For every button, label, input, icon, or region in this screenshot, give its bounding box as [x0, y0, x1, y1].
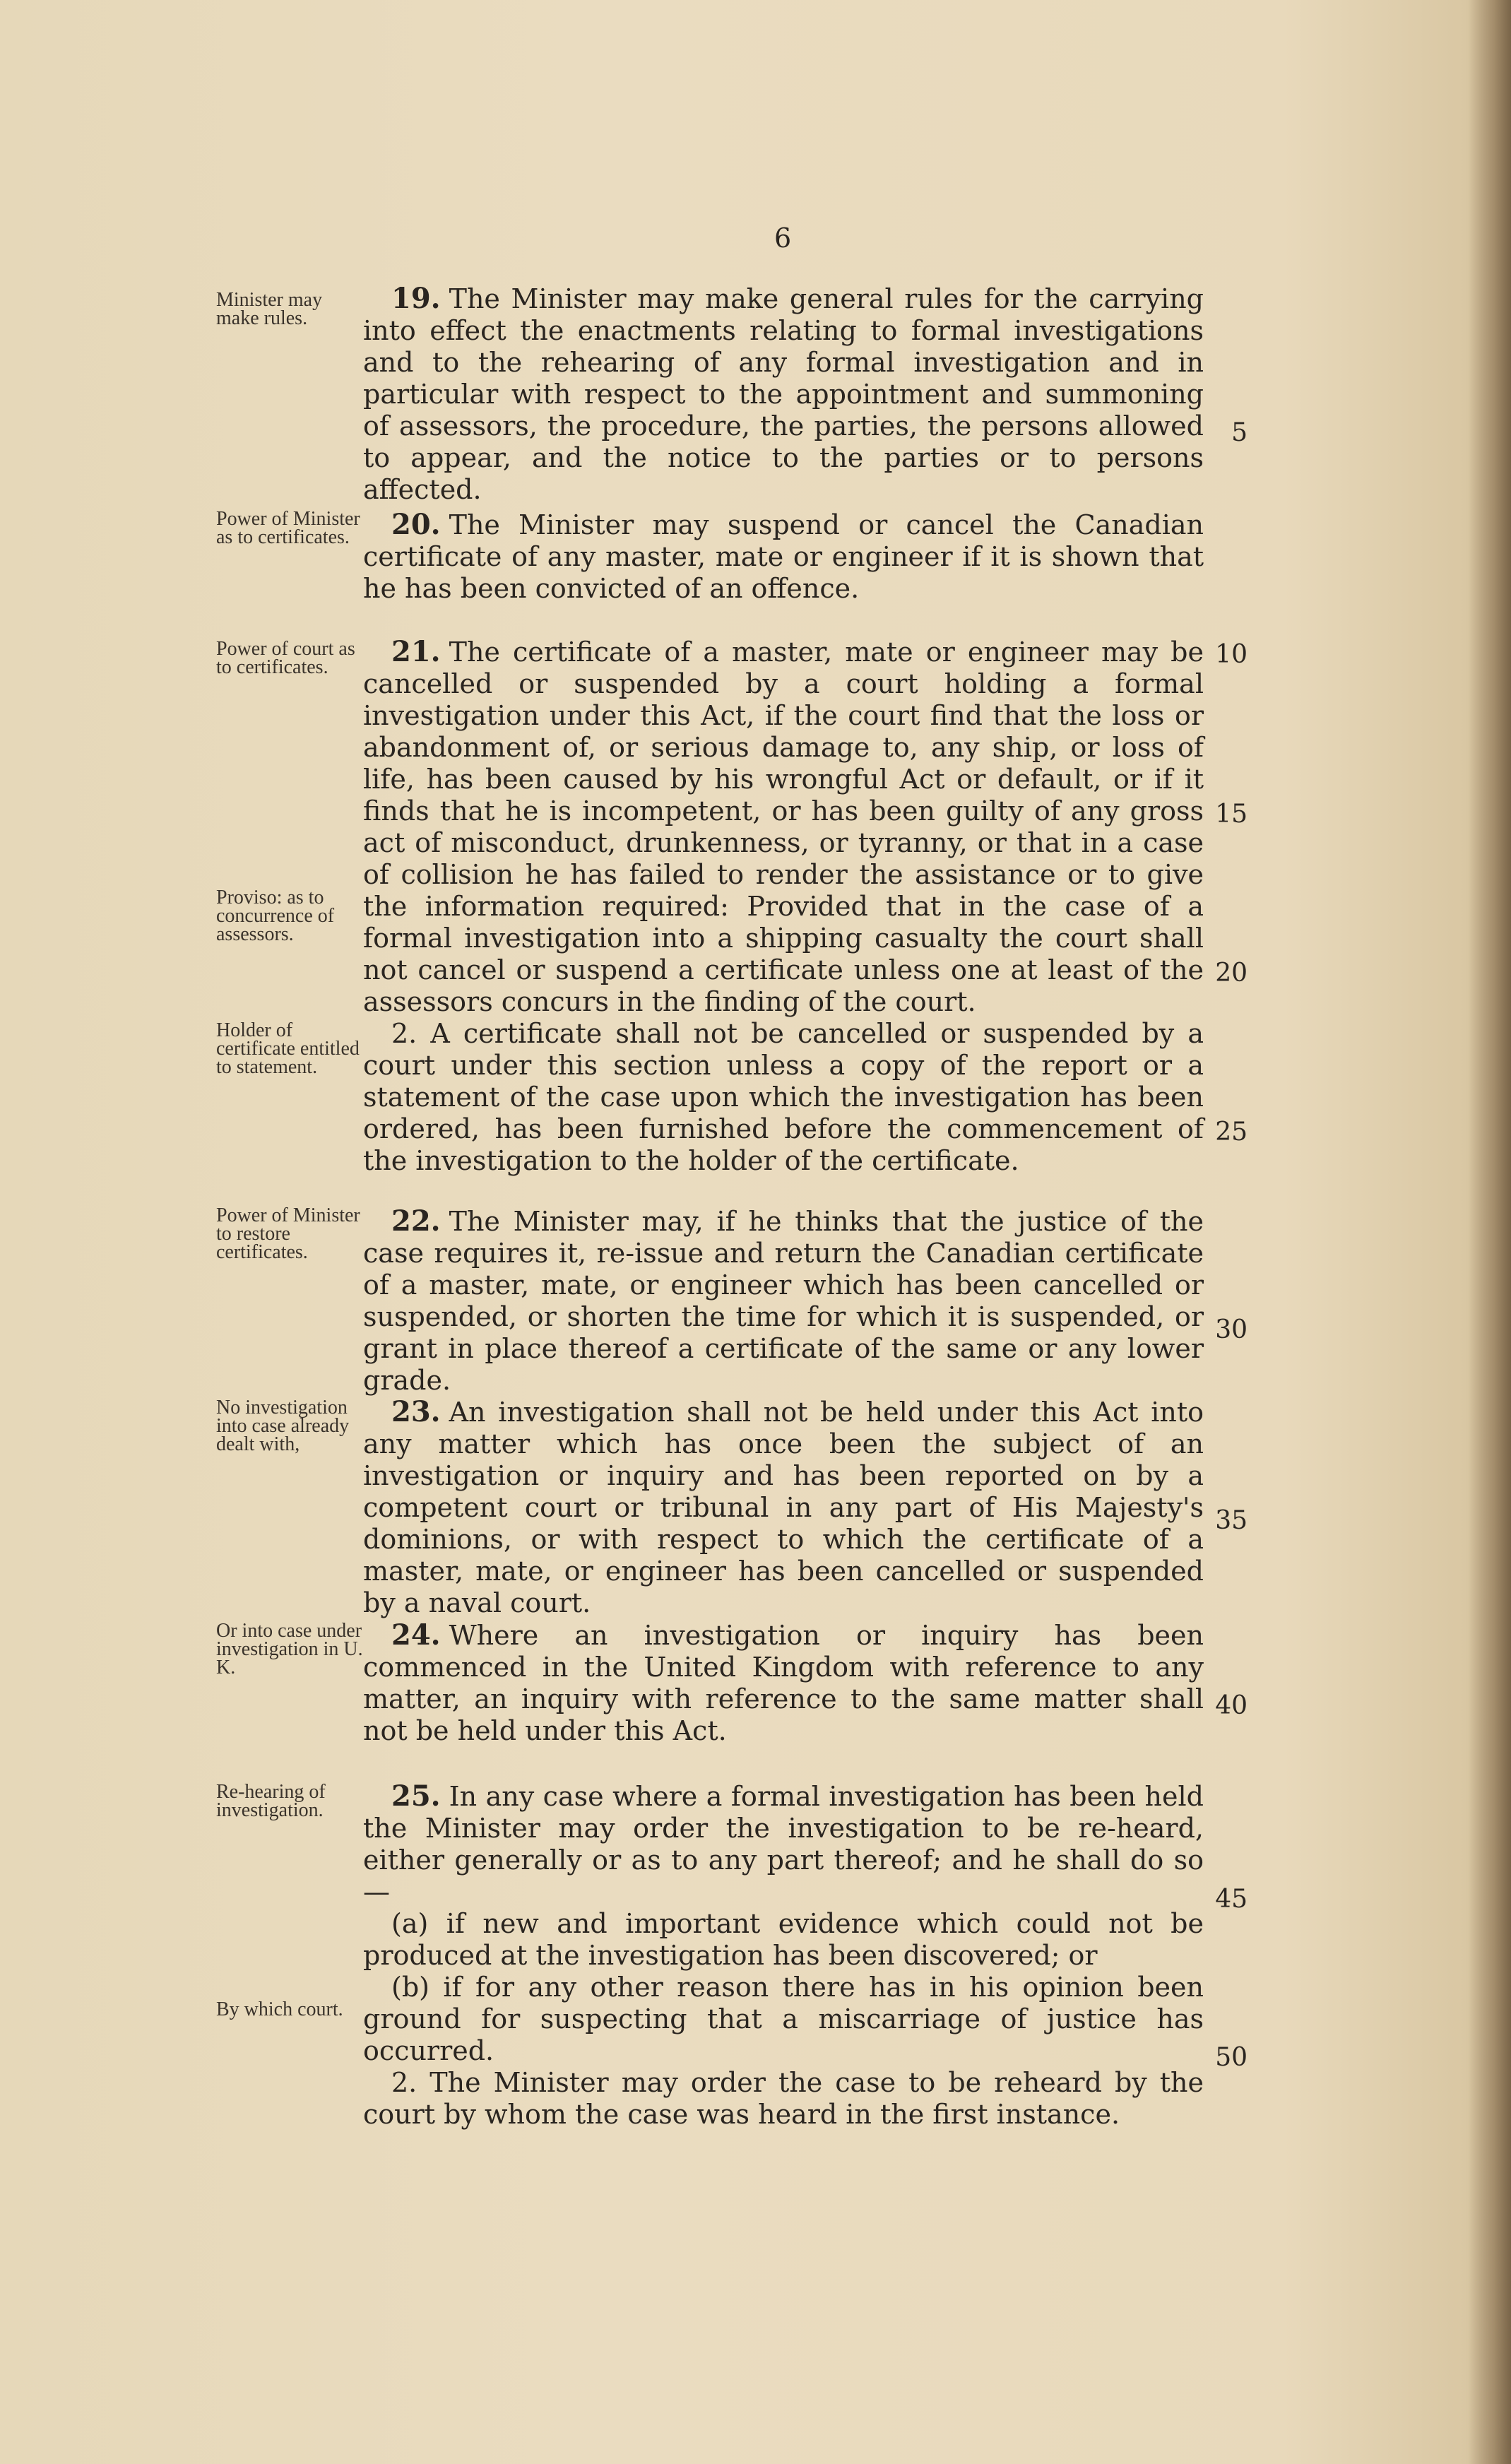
paragraph-text: The Minister may, if he thinks that the justice of the case requires it, re-issue and return the Canadian certificate of a master, mate, or engineer which has been cancelled or suspended, or shorten the time for which it is suspended, or grant in place thereof a certificate of the same or any lower grade.: [363, 1206, 1204, 1396]
paragraph: [363, 636, 1204, 1018]
line-number: 15: [1215, 800, 1248, 829]
line-number: 30: [1215, 1315, 1248, 1344]
paragraph: (b) if for any other reason there has in his opinion been ground for suspecting that a miscarriage of justice has occurred.: [363, 1972, 1204, 2066]
paragraph: [363, 509, 1204, 605]
section-body: [363, 1396, 1204, 1619]
margin-note: Holder of certificate entitled to statement.: [216, 1019, 360, 1078]
margin-note: Power of Minister as to certificates.: [216, 508, 360, 548]
section-number: 21.: [391, 635, 441, 668]
margin-note: No investigation into case already dealt with,: [216, 1397, 350, 1455]
paragraph: (a) if new and important evidence which could not be produced at the investigation has been discovered; or: [363, 1908, 1204, 1971]
line-number: 20: [1215, 959, 1248, 988]
line-number: 35: [1215, 1506, 1248, 1535]
page-edge-shadow: [1469, 0, 1511, 2464]
margin-note: Power of court as to certificates.: [216, 638, 355, 678]
paragraph-text: The Minister may make general rules for the carrying into effect the enactments relating to formal investigations and to the rehearing of any formal investigation and in particular with respect to the appointment and summoning of assessors, the procedure, the parties, the persons allowed to appear, and the notice to the parties or to persons affected.: [363, 283, 1204, 505]
page-number: 6: [774, 223, 792, 254]
section-body: [363, 1205, 1204, 1397]
section-number: 20.: [391, 508, 441, 541]
section-number: 19.: [391, 282, 441, 315]
margin-note: By which court.: [216, 1998, 343, 2020]
section-number: 25.: [391, 1779, 441, 1813]
line-number: 10: [1215, 640, 1248, 669]
paragraph: [363, 1780, 1204, 1908]
margin-note: Re-hearing of investigation.: [216, 1781, 326, 1821]
section-body: [363, 636, 1204, 1177]
paragraph: 2. The Minister may order the case to be reheard by the court by whom the case was heard in the first instance.: [363, 2067, 1204, 2130]
line-number: 50: [1215, 2043, 1248, 2072]
section-body: [363, 1780, 1204, 2131]
section-number: 22.: [391, 1204, 441, 1238]
margin-note: Power of Minister to restore certificates.: [216, 1204, 360, 1263]
paragraph-text: In any case where a formal investigation has been held the Minister may order the investigation to be re-heard, either generally or as to any part thereof; and he shall do so—: [363, 1781, 1204, 1907]
paragraph: [363, 283, 1204, 506]
margin-note: Minister may make rules.: [216, 289, 323, 329]
paragraph-text: Where an investigation or inquiry has been commenced in the United Kingdom with reference to any matter, an inquiry with reference to the same matter shall not be held under this Act.: [363, 1620, 1204, 1746]
line-number: 5: [1231, 418, 1248, 447]
paragraph: [363, 1619, 1204, 1747]
section-number: 24.: [391, 1618, 441, 1652]
line-number: 40: [1215, 1691, 1248, 1720]
paragraph: [363, 1205, 1204, 1397]
section-body: [363, 509, 1204, 605]
paragraph: [363, 1396, 1204, 1619]
line-number: 25: [1215, 1118, 1248, 1147]
line-number: 45: [1215, 1885, 1248, 1914]
section-body: [363, 283, 1204, 506]
paragraph: 2. A certificate shall not be cancelled or suspended by a court under this section unless a copy of the report or a statement of the case upon which the investigation has been ordered, has been furnished before the commencement of the investigation to the holder of the certificate.: [363, 1018, 1204, 1176]
paragraph-text: The Minister may suspend or cancel the Canadian certificate of any master, mate or engineer if it is shown that he has been convicted of an offence.: [363, 509, 1204, 604]
section-body: [363, 1619, 1204, 1747]
margin-note: Or into case under investigation in U. K.: [216, 1620, 363, 1678]
paragraph-text: An investigation shall not be held under this Act into any matter which has once been the subject of an investigation or inquiry and has been reported on by a competent court or tribunal in any part of His Majesty's dominions, or with respect to which the certificate of a master, mate, or engineer has been cancelled or suspended by a naval court.: [363, 1397, 1204, 1618]
paragraph-text: The certificate of a master, mate or engineer may be cancelled or suspended by a court holding a formal investigation under this Act, if the court find that the loss or abandonment of, or serious damage to, any ship, or loss of life, has been caused by his wrongful Act or default, or if it finds that he is incompetent, or has been guilty of any gross act of misconduct, drunkenness, or tyranny, or that in a case of collision he has failed to render the assistance or to give the information required: Provided that in the case of a formal investigation into a shipping casualty the court shall not cancel or suspend a certificate unless one at least of the assessors concurs in the finding of the court.: [363, 636, 1204, 1017]
section-number: 23.: [391, 1395, 441, 1428]
margin-note: Proviso: as to concurrence of assessors.: [216, 887, 335, 945]
